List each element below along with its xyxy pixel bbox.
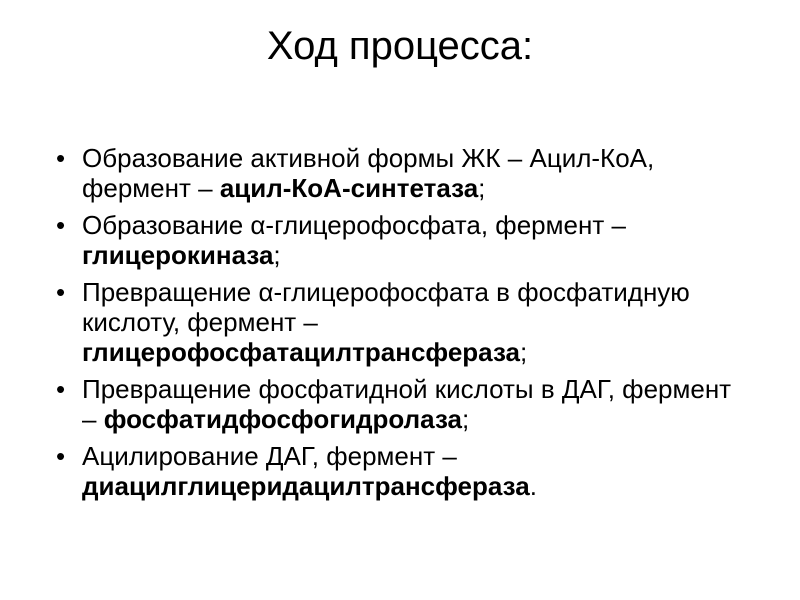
enzyme-name: глицерокиназа [82,240,274,270]
bullet-dot: • [56,374,66,404]
enzyme-name: диацилглицеридацилтрансфераза [82,471,530,501]
step-end: ; [273,240,281,270]
step-text: Ацилирование ДАГ, фермент – [82,441,457,471]
bullet-dot: • [56,143,66,173]
bullet-item-phosphatidic-acid [56,277,736,367]
step-end: ; [462,404,470,434]
step-text: Превращение фосфатидной кислоты в ДАГ, фермент – [82,374,732,434]
enzyme-name: фосфатидфосфогидролаза [103,404,462,434]
bullet-dot: • [56,210,66,240]
enzyme-name: глицерофосфатацилтрансфераза [82,337,520,367]
enzyme-name: ацил-КоА-синтетаза [219,173,479,203]
bullet-item-dag-acylation [56,441,736,501]
bullet-dot: • [56,277,66,307]
bullet-list [56,143,736,508]
step-text: Превращение α-глицерофосфата в фосфатидную кислоту, фермент – [82,277,690,337]
bullet-item-glycerophosphate [56,210,736,270]
step-text: Образование α-глицерофосфата, фермент – [82,210,626,240]
bullet-item-acyl-coa [56,143,736,203]
bullet-dot: • [56,441,66,471]
step-text: Образование активной формы ЖК – Ацил-КоА, фермент – [82,143,655,203]
step-end: ; [520,337,528,367]
step-end: . [529,471,537,501]
step-end: ; [478,173,486,203]
bullet-item-dag [56,374,736,434]
slide-title: Ход процесса: [266,24,534,68]
